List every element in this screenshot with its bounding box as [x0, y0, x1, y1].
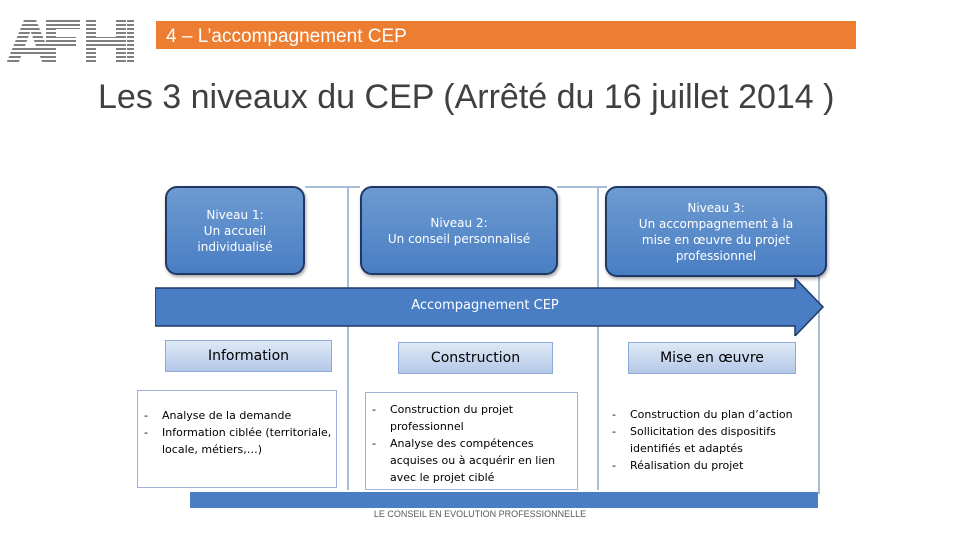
- bullet-dash: -: [144, 409, 148, 422]
- category-mise-en-oeuvre: [628, 342, 796, 374]
- mise-en-oeuvre-details: [606, 398, 814, 488]
- list-item: [606, 423, 814, 457]
- list-item-text: Analyse des compétences acquises ou à acquérir en lien avec le projet ciblé: [390, 437, 556, 484]
- arrow-label: Accompagnement CEP: [411, 298, 559, 313]
- list-item: [138, 407, 336, 424]
- list-item-text: Construction du projet professionnel: [390, 403, 514, 433]
- construction-details: [365, 392, 578, 490]
- category-label: Construction: [430, 350, 521, 366]
- list-item-text: Sollicitation des dispositifs identifiés et adaptés: [630, 425, 776, 455]
- bottom-bar: [190, 492, 818, 508]
- list-item-text: Réalisation du projet: [630, 459, 744, 472]
- level-1-box: Niveau 1: Un accueil individualisé: [165, 186, 305, 275]
- afpa-logo-icon: [6, 20, 134, 64]
- list-item-text: Information ciblée (territoriale, locale, métiers,…): [162, 426, 332, 456]
- list-item: [606, 457, 814, 474]
- top-connector: [557, 186, 607, 188]
- section-label: 4 – L’accompagnement CEP: [166, 26, 407, 47]
- bullet-dash: -: [612, 459, 616, 472]
- category-information: [165, 340, 332, 372]
- bullet-dash: -: [372, 403, 376, 416]
- category-construction: [398, 342, 553, 374]
- category-label: Information: [207, 348, 290, 364]
- bullet-dash: -: [612, 408, 616, 421]
- list-item-text: Analyse de la demande: [162, 409, 292, 422]
- level-2-box: Niveau 2: Un conseil personnalisé: [360, 186, 558, 275]
- bullet-dash: -: [372, 437, 376, 450]
- list-item: [138, 424, 336, 458]
- level-3-box: Niveau 3: Un accompagnement à la mise en œuvre du projet professionnel: [605, 186, 827, 277]
- divider-line: [347, 186, 349, 490]
- section-header-bar: [156, 21, 856, 49]
- list-item: [366, 435, 577, 486]
- bullet-dash: -: [144, 426, 148, 439]
- list-item-text: Construction du plan d’action: [630, 408, 793, 421]
- top-connector: [305, 186, 360, 188]
- slide-title: Les 3 niveaux du CEP (Arrêté du 16 juillet 2014 ): [98, 78, 835, 116]
- divider-line: [597, 186, 599, 490]
- bullet-dash: -: [612, 425, 616, 438]
- category-label: Mise en œuvre: [660, 350, 764, 366]
- information-details: [137, 390, 337, 488]
- list-item: [366, 401, 577, 435]
- footer-text: LE CONSEIL EN EVOLUTION PROFESSIONNELLE: [373, 509, 587, 519]
- list-item: [606, 406, 814, 423]
